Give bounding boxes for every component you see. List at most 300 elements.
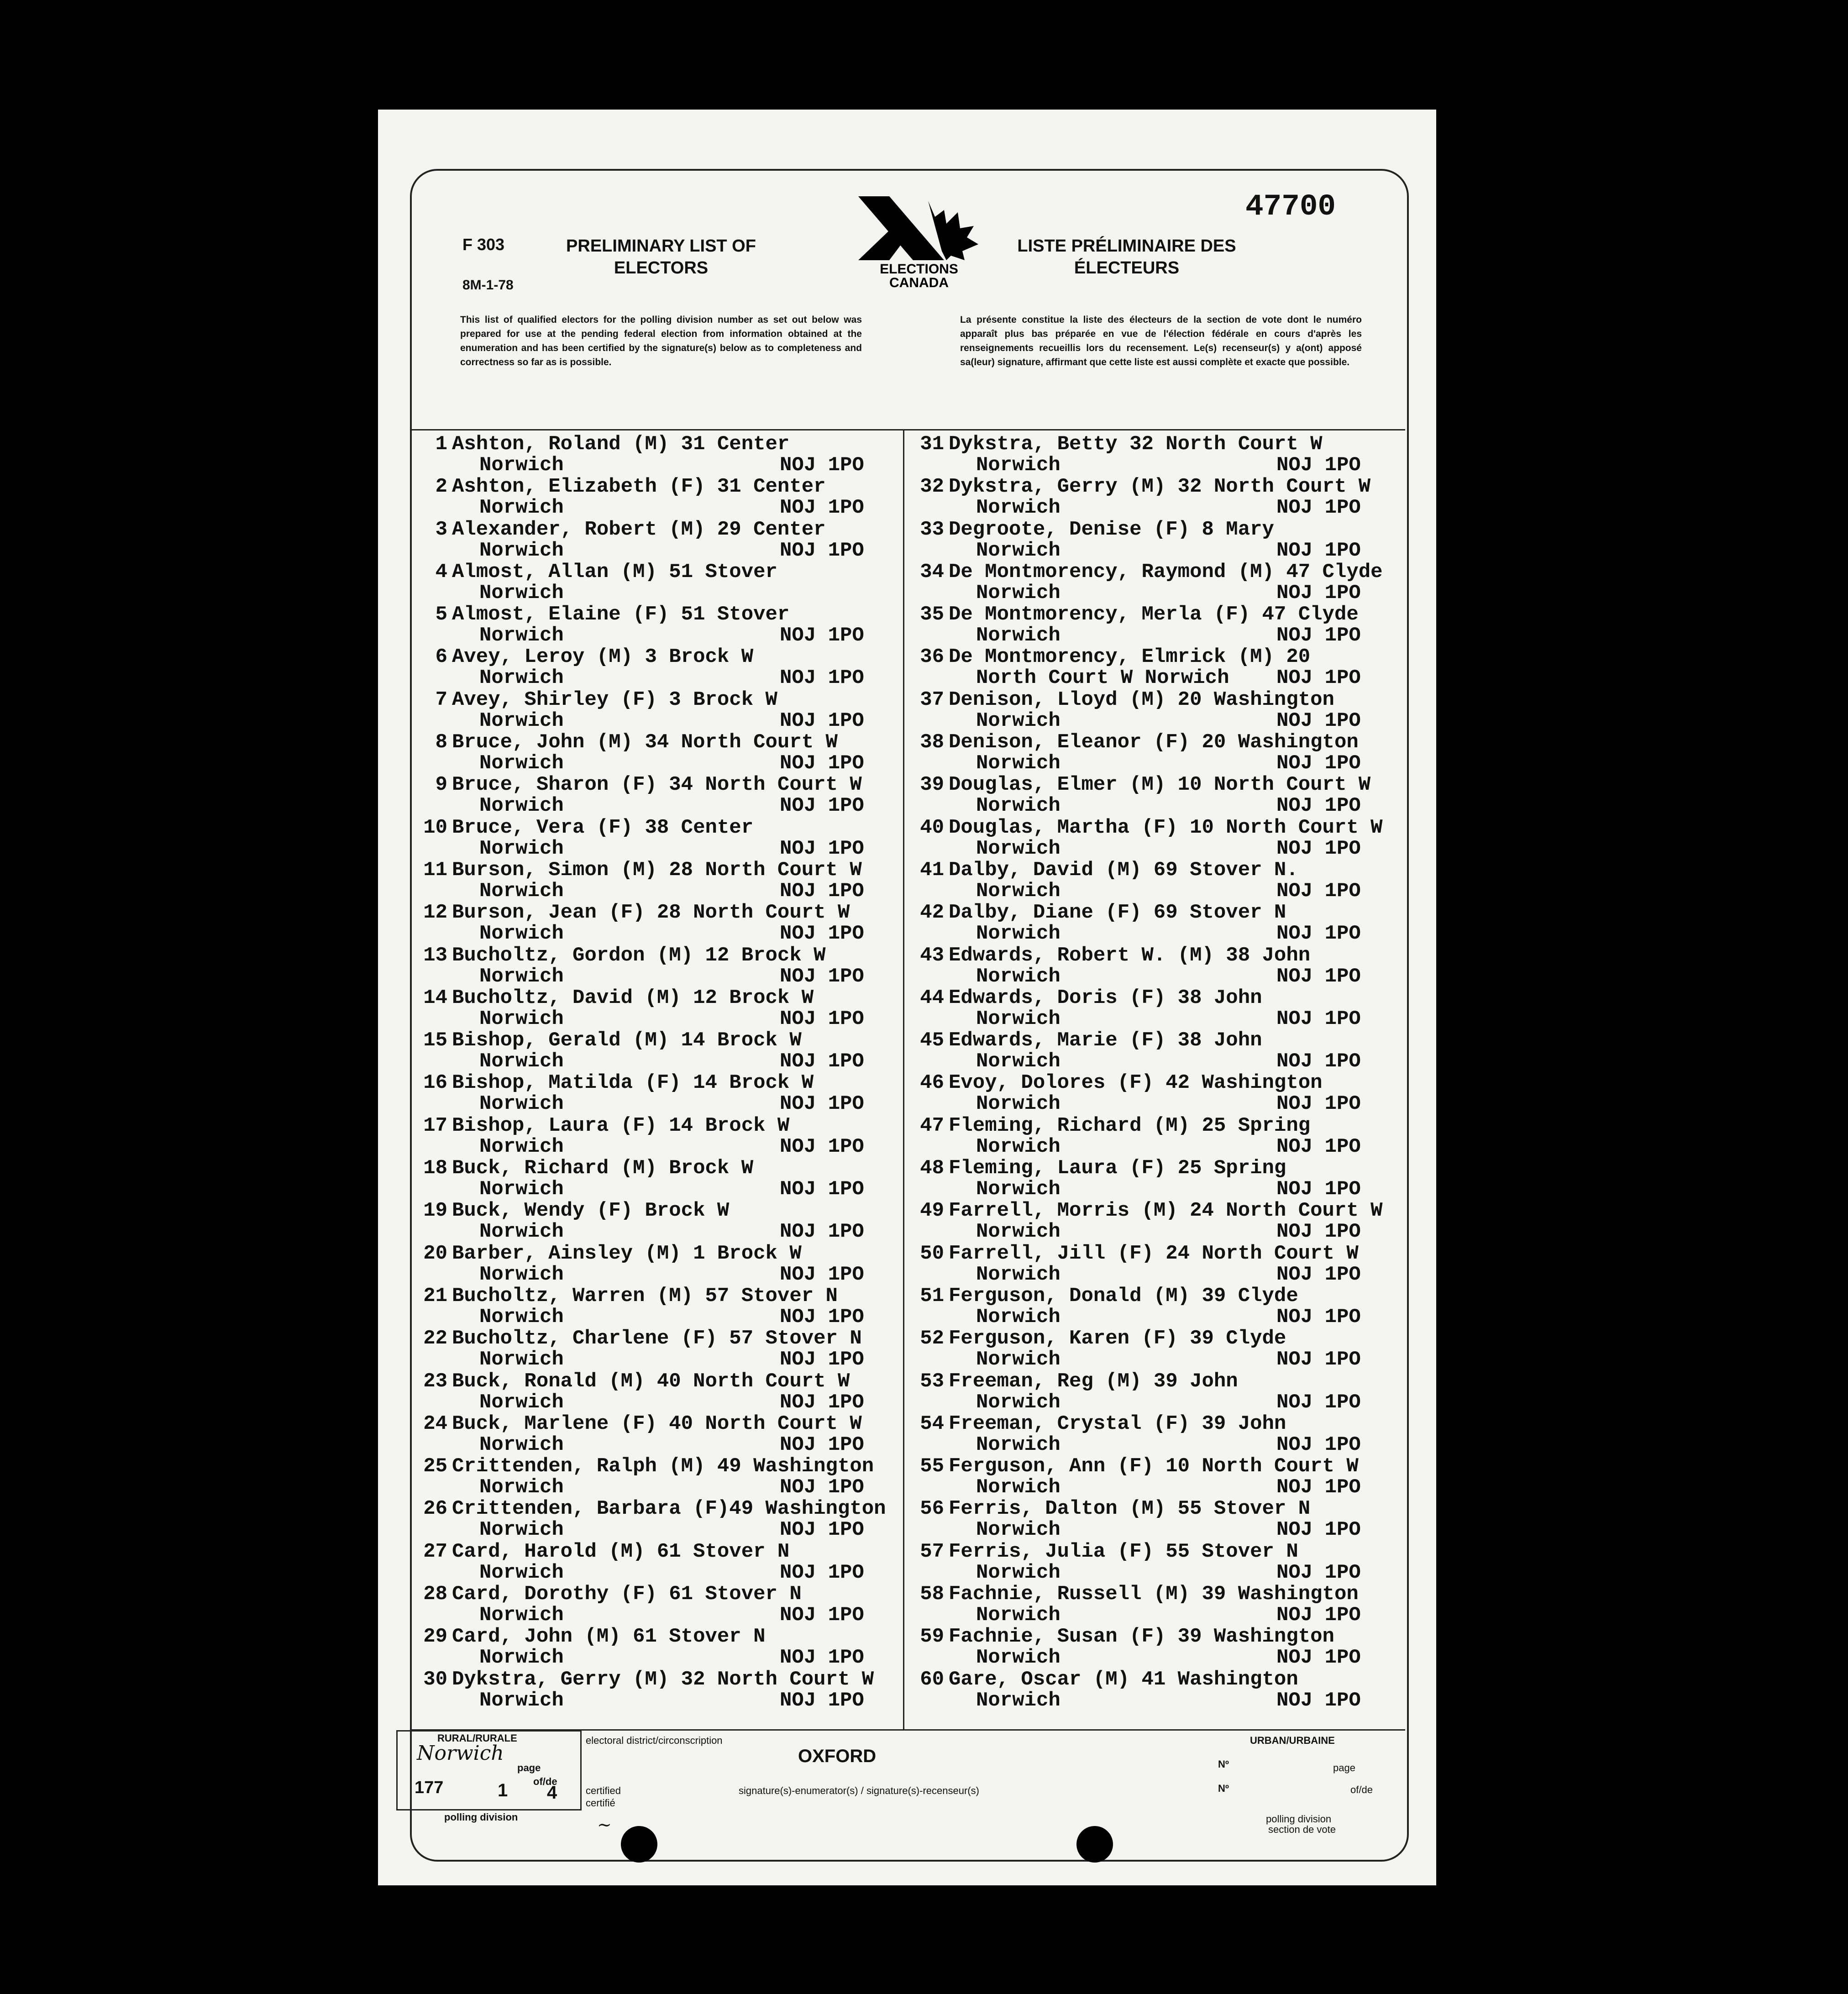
elector-name-address: Almost, Allan (M) 51 Stover	[452, 560, 777, 583]
elector-postal-code: NOJ 1PO	[1276, 1178, 1361, 1201]
elector-entry	[911, 1072, 1404, 1115]
elector-number: 6	[435, 645, 447, 669]
elector-number: 15	[423, 1029, 447, 1052]
elector-name-address: Ferris, Dalton (M) 55 Stover N	[949, 1497, 1311, 1521]
elector-city: Norwich	[479, 1689, 564, 1712]
elector-postal-code: NOJ 1PO	[1276, 709, 1361, 732]
elector-city: Norwich	[976, 1561, 1060, 1584]
elector-entry	[415, 1072, 908, 1115]
elector-entry	[911, 945, 1404, 987]
elector-entry	[415, 1669, 908, 1711]
elector-number: 29	[423, 1625, 447, 1648]
elector-name-address: Ferguson, Karen (F) 39 Clyde	[949, 1327, 1286, 1350]
elector-entry	[911, 1626, 1404, 1669]
elector-name-address: Dykstra, Betty 32 North Court W	[949, 433, 1323, 456]
elector-name-address: Degroote, Denise (F) 8 Mary	[949, 518, 1274, 541]
urban-label: URBAN/URBAINE	[1250, 1735, 1335, 1746]
elector-number: 10	[423, 816, 447, 839]
elector-number: 45	[920, 1029, 944, 1052]
elector-entry	[911, 646, 1404, 689]
elector-city: Norwich	[976, 1348, 1060, 1371]
rural-handwritten-place: Norwich	[417, 1742, 504, 1765]
elector-entry	[911, 1243, 1404, 1286]
elector-postal-code: NOJ 1PO	[780, 709, 864, 732]
elector-name-address: Ferguson, Donald (M) 39 Clyde	[949, 1284, 1298, 1307]
elector-name-address: De Montmorency, Elmrick (M) 20	[949, 645, 1311, 669]
elector-entry	[911, 689, 1404, 732]
elector-city: Norwich	[976, 1689, 1060, 1712]
elector-number: 39	[920, 773, 944, 797]
elector-city: Norwich	[479, 1348, 564, 1371]
elector-city: Norwich	[976, 1604, 1060, 1627]
elector-number: 4	[435, 560, 447, 583]
elector-postal-code: NOJ 1PO	[1276, 1348, 1361, 1371]
elector-number: 43	[920, 944, 944, 967]
elector-number: 30	[423, 1668, 447, 1691]
elector-name-address: Douglas, Martha (F) 10 North Court W	[949, 816, 1383, 839]
elector-entry	[415, 774, 908, 817]
elector-postal-code: NOJ 1PO	[780, 1263, 864, 1286]
certified-label: certified	[586, 1785, 621, 1796]
elector-number: 7	[435, 688, 447, 711]
elector-entry	[911, 1115, 1404, 1158]
elector-name-address: Denison, Eleanor (F) 20 Washington	[949, 731, 1359, 754]
page-number: 1	[498, 1780, 508, 1800]
elector-entry	[415, 1498, 908, 1541]
elector-city: Norwich	[479, 1433, 564, 1456]
elector-name-address: Bucholtz, Gordon (M) 12 Brock W	[452, 944, 826, 967]
title-english: PRELIMINARY LIST OF ELECTORS	[566, 236, 756, 278]
elector-entry	[911, 519, 1404, 561]
elector-city: Norwich	[479, 454, 564, 477]
elector-postal-code: NOJ 1PO	[780, 1689, 864, 1712]
elector-postal-code: NOJ 1PO	[780, 1220, 864, 1244]
elector-postal-code: NOJ 1PO	[780, 1007, 864, 1030]
elector-entry	[911, 476, 1404, 519]
notice-english: This list of qualified electors for the polling division number as set out below was prepared for use at the pending federal election from information obtained at the enumeration and has been certified by the signature(s) below as to completeness and correctness so far as is possible.	[460, 315, 862, 367]
elector-entry	[911, 1669, 1404, 1711]
elector-city: Norwich	[479, 496, 564, 519]
elector-entry	[415, 1456, 908, 1498]
elector-postal-code: NOJ 1PO	[780, 1433, 864, 1456]
elector-city: Norwich	[976, 709, 1060, 732]
elector-entry	[415, 476, 908, 519]
elector-name-address: Buck, Ronald (M) 40 North Court W	[452, 1370, 850, 1393]
elector-city: Norwich	[479, 1092, 564, 1116]
elector-city: Norwich	[976, 1433, 1060, 1456]
elector-name-address: Evoy, Dolores (F) 42 Washington	[949, 1071, 1323, 1095]
elector-number: 21	[423, 1284, 447, 1307]
elector-city: Norwich	[479, 1646, 564, 1669]
elector-city: Norwich	[479, 581, 564, 604]
elector-list-left	[415, 434, 908, 1711]
elector-postal-code: NOJ 1PO	[780, 454, 864, 477]
elector-name-address: Dalby, Diane (F) 69 Stover N	[949, 901, 1286, 924]
elector-city: Norwich	[976, 1050, 1060, 1073]
elector-number: 54	[920, 1412, 944, 1435]
elector-name-address: Edwards, Marie (F) 38 John	[949, 1029, 1262, 1052]
electoral-district-label: electoral district/circonscription	[586, 1735, 723, 1746]
elector-postal-code: NOJ 1PO	[780, 879, 864, 903]
elector-postal-code: NOJ 1PO	[780, 794, 864, 818]
elector-postal-code: NOJ 1PO	[1276, 837, 1361, 860]
elector-entry	[415, 1200, 908, 1243]
elector-number: 31	[920, 433, 944, 456]
elector-postal-code: NOJ 1PO	[780, 752, 864, 775]
elector-entry	[415, 1626, 908, 1669]
logo-wordmark: ELECTIONS CANADA	[880, 262, 958, 290]
elector-postal-code: NOJ 1PO	[1276, 1220, 1361, 1244]
of-label-left: of/de	[533, 1776, 557, 1787]
elector-name-address: Denison, Lloyd (M) 20 Washington	[949, 688, 1334, 711]
title-french: LISTE PRÉLIMINAIRE DES ÉLECTEURS	[1017, 236, 1236, 278]
elector-number: 37	[920, 688, 944, 711]
form-number: F 303	[462, 235, 505, 254]
enumerator-signature: ~	[597, 1815, 612, 1835]
elector-postal-code: NOJ 1PO	[780, 922, 864, 945]
elector-entry	[415, 519, 908, 561]
elector-city: North Court W Norwich	[976, 666, 1229, 690]
elector-name-address: Avey, Shirley (F) 3 Brock W	[452, 688, 777, 711]
elector-postal-code: NOJ 1PO	[1276, 1433, 1361, 1456]
elector-city: Norwich	[976, 1178, 1060, 1201]
elector-entry	[415, 689, 908, 732]
elector-name-address: Bishop, Laura (F) 14 Brock W	[452, 1114, 790, 1137]
elector-number: 49	[920, 1199, 944, 1223]
elector-city: Norwich	[976, 1646, 1060, 1669]
elector-city: Norwich	[976, 1220, 1060, 1244]
elector-list-right	[911, 434, 1404, 1711]
elector-name-address: Farrell, Jill (F) 24 North Court W	[949, 1242, 1359, 1265]
elector-postal-code: NOJ 1PO	[780, 1050, 864, 1073]
elector-number: 22	[423, 1327, 447, 1350]
elector-name-address: Bishop, Gerald (M) 14 Brock W	[452, 1029, 802, 1052]
elector-name-address: De Montmorency, Merla (F) 47 Clyde	[949, 603, 1359, 626]
elector-city: Norwich	[976, 1518, 1060, 1542]
elector-name-address: Farrell, Morris (M) 24 North Court W	[949, 1199, 1383, 1223]
elector-postal-code: NOJ 1PO	[1276, 1561, 1361, 1584]
elector-number: 26	[423, 1497, 447, 1521]
polling-division-number: 177	[415, 1778, 444, 1797]
elector-number: 2	[435, 475, 447, 498]
elector-entry	[911, 1371, 1404, 1413]
page-label-left: page	[517, 1762, 541, 1774]
elector-number: 17	[423, 1114, 447, 1137]
elector-entry	[415, 1115, 908, 1158]
elector-postal-code: NOJ 1PO	[780, 837, 864, 860]
elector-city: Norwich	[479, 1561, 564, 1584]
elector-number: 53	[920, 1370, 944, 1393]
elector-name-address: Bishop, Matilda (F) 14 Brock W	[452, 1071, 814, 1095]
elector-number: 11	[423, 858, 447, 882]
elector-city: Norwich	[479, 1518, 564, 1542]
elector-city: Norwich	[976, 1476, 1060, 1499]
elector-postal-code: NOJ 1PO	[780, 1092, 864, 1116]
elector-number: 47	[920, 1114, 944, 1137]
elector-city: Norwich	[479, 794, 564, 818]
elector-name-address: Bucholtz, David (M) 12 Brock W	[452, 986, 814, 1009]
elector-entry	[911, 860, 1404, 902]
elector-name-address: Dykstra, Gerry (M) 32 North Court W	[949, 475, 1371, 498]
elector-entry	[415, 1413, 908, 1456]
elector-entry	[415, 604, 908, 646]
elector-entry	[911, 1584, 1404, 1626]
elector-name-address: Edwards, Doris (F) 38 John	[949, 986, 1262, 1009]
elector-number: 32	[920, 475, 944, 498]
elector-city: Norwich	[479, 1135, 564, 1158]
elector-number: 55	[920, 1455, 944, 1478]
list-top-rule	[412, 429, 1405, 430]
elector-postal-code: NOJ 1PO	[1276, 1092, 1361, 1116]
elector-entry	[911, 1541, 1404, 1584]
electoral-district-value: OXFORD	[798, 1746, 877, 1766]
elector-entry	[911, 561, 1404, 604]
elector-postal-code: NOJ 1PO	[1276, 1007, 1361, 1030]
elector-postal-code: NOJ 1PO	[780, 624, 864, 647]
elector-city: Norwich	[479, 1178, 564, 1201]
elector-postal-code: NOJ 1PO	[1276, 1518, 1361, 1542]
elector-postal-code: NOJ 1PO	[780, 666, 864, 690]
elector-number: 36	[920, 645, 944, 669]
urban-page-label: page	[1333, 1762, 1355, 1774]
rural-label: RURAL/RURALE	[437, 1732, 517, 1744]
elector-postal-code: NOJ 1PO	[780, 1476, 864, 1499]
elector-entry	[415, 1584, 908, 1626]
elector-postal-code: NOJ 1PO	[1276, 922, 1361, 945]
elector-number: 38	[920, 731, 944, 754]
elector-city: Norwich	[976, 454, 1060, 477]
elector-postal-code: NOJ 1PO	[1276, 1263, 1361, 1286]
elector-number: 18	[423, 1157, 447, 1180]
elector-entry	[415, 860, 908, 902]
elector-name-address: Edwards, Robert W. (M) 38 John	[949, 944, 1311, 967]
elector-name-address: Buck, Richard (M) Brock W	[452, 1157, 754, 1180]
page-total: 4	[547, 1783, 557, 1803]
elector-postal-code: NOJ 1PO	[780, 1518, 864, 1542]
elector-entry	[911, 434, 1404, 476]
elector-name-address: Bruce, John (M) 34 North Court W	[452, 731, 838, 754]
certifie-label: certifié	[586, 1797, 615, 1809]
elector-number: 42	[920, 901, 944, 924]
elector-city: Norwich	[976, 1007, 1060, 1030]
elector-postal-code: NOJ 1PO	[1276, 539, 1361, 562]
elector-name-address: Bucholtz, Charlene (F) 57 Stover N	[452, 1327, 862, 1350]
elector-city: Norwich	[976, 624, 1060, 647]
elector-name-address: Card, Dorothy (F) 61 Stover N	[452, 1583, 802, 1606]
elector-name-address: Burson, Simon (M) 28 North Court W	[452, 858, 862, 882]
elector-city: Norwich	[479, 1220, 564, 1244]
elector-number: 3	[435, 518, 447, 541]
elector-entry	[415, 1243, 908, 1286]
elector-name-address: Burson, Jean (F) 28 North Court W	[452, 901, 850, 924]
elector-entry	[911, 604, 1404, 646]
elector-name-address: Ashton, Roland (M) 31 Center	[452, 433, 790, 456]
elector-entry	[415, 1371, 908, 1413]
elector-number: 41	[920, 858, 944, 882]
elector-name-address: Card, Harold (M) 61 Stover N	[452, 1540, 790, 1563]
elector-postal-code: NOJ 1PO	[780, 1604, 864, 1627]
elector-city: Norwich	[479, 965, 564, 988]
elector-entry	[415, 646, 908, 689]
elector-entry	[911, 1328, 1404, 1370]
notice-french: La présente constitue la liste des électeurs de la section de vote dont le numéro apparaît plus bas préparée en vue de l'élection fédérale en cours d'après les renseignements recueillis lors du recensement. Le(s) recenseur(s) y a(ont) apposé sa(leur) signature, affirmant que cette liste est aussi complète et exacte que possible.	[960, 315, 1362, 367]
elector-number: 58	[920, 1583, 944, 1606]
elector-name-address: Alexander, Robert (M) 29 Center	[452, 518, 826, 541]
elector-entry	[911, 774, 1404, 817]
elector-number: 44	[920, 986, 944, 1009]
elector-name-address: Douglas, Elmer (M) 10 North Court W	[949, 773, 1371, 797]
elector-postal-code: NOJ 1PO	[1276, 752, 1361, 775]
elector-number: 8	[435, 731, 447, 754]
elector-name-address: Dalby, David (M) 69 Stover N.	[949, 858, 1298, 882]
elector-entry	[415, 561, 908, 604]
elector-postal-code: NOJ 1PO	[1276, 666, 1361, 690]
elector-name-address: Ferguson, Ann (F) 10 North Court W	[949, 1455, 1359, 1478]
elector-name-address: Card, John (M) 61 Stover N	[452, 1625, 766, 1648]
elector-name-address: Freeman, Crystal (F) 39 John	[949, 1412, 1286, 1435]
elector-city: Norwich	[479, 837, 564, 860]
urban-no-label-2: Nº	[1218, 1783, 1229, 1794]
elector-postal-code: NOJ 1PO	[780, 1348, 864, 1371]
elector-number: 59	[920, 1625, 944, 1648]
elector-city: Norwich	[976, 965, 1060, 988]
elector-entry	[415, 1286, 908, 1328]
punch-hole-left	[621, 1826, 657, 1863]
elector-number: 35	[920, 603, 944, 626]
elector-name-address: Fachnie, Russell (M) 39 Washington	[949, 1583, 1359, 1606]
elector-number: 16	[423, 1071, 447, 1095]
elector-city: Norwich	[479, 1604, 564, 1627]
elector-number: 52	[920, 1327, 944, 1350]
elector-number: 33	[920, 518, 944, 541]
elector-number: 60	[920, 1668, 944, 1691]
elector-entry	[415, 1030, 908, 1072]
elector-postal-code: NOJ 1PO	[1276, 1689, 1361, 1712]
elector-number: 50	[920, 1242, 944, 1265]
elector-city: Norwich	[479, 1476, 564, 1499]
elector-entry	[911, 817, 1404, 860]
elector-name-address: Almost, Elaine (F) 51 Stover	[452, 603, 790, 626]
elector-city: Norwich	[976, 1391, 1060, 1414]
form-sheet	[378, 110, 1436, 1885]
elector-number: 1	[435, 433, 447, 456]
elector-postal-code: NOJ 1PO	[1276, 879, 1361, 903]
urban-no-label: Nº	[1218, 1758, 1229, 1770]
elector-postal-code: NOJ 1PO	[780, 539, 864, 562]
elector-number: 24	[423, 1412, 447, 1435]
elector-city: Norwich	[479, 1007, 564, 1030]
elector-postal-code: NOJ 1PO	[780, 1561, 864, 1584]
elector-number: 56	[920, 1497, 944, 1521]
elector-number: 14	[423, 986, 447, 1009]
elector-entry	[415, 902, 908, 945]
elector-number: 57	[920, 1540, 944, 1563]
elector-name-address: Freeman, Reg (M) 39 John	[949, 1370, 1238, 1393]
elector-number: 25	[423, 1455, 447, 1478]
elector-name-address: Ferris, Julia (F) 55 Stover N	[949, 1540, 1298, 1563]
elector-number: 40	[920, 816, 944, 839]
elector-city: Norwich	[479, 1050, 564, 1073]
elector-city: Norwich	[976, 752, 1060, 775]
elector-postal-code: NOJ 1PO	[780, 965, 864, 988]
urban-of-label: of/de	[1350, 1784, 1373, 1795]
elector-name-address: Buck, Wendy (F) Brock W	[452, 1199, 730, 1223]
elector-number: 13	[423, 944, 447, 967]
elector-number: 9	[435, 773, 447, 797]
elector-city: Norwich	[976, 1263, 1060, 1286]
elector-entry	[911, 1030, 1404, 1072]
elector-city: Norwich	[976, 496, 1060, 519]
elector-city: Norwich	[976, 922, 1060, 945]
elector-city: Norwich	[479, 752, 564, 775]
polling-division-label-right: polling division	[1266, 1813, 1332, 1825]
elector-postal-code: NOJ 1PO	[1276, 1135, 1361, 1158]
elector-postal-code: NOJ 1PO	[780, 1178, 864, 1201]
elector-postal-code: NOJ 1PO	[1276, 1050, 1361, 1073]
elector-entry	[415, 1541, 908, 1584]
elector-city: Norwich	[479, 539, 564, 562]
elector-number: 23	[423, 1370, 447, 1393]
elector-name-address: De Montmorency, Raymond (M) 47 Clyde	[949, 560, 1383, 583]
elector-entry	[911, 1200, 1404, 1243]
elector-entry	[415, 732, 908, 774]
elector-name-address: Bruce, Sharon (F) 34 North Court W	[452, 773, 862, 797]
polling-division-label-left: polling division	[444, 1811, 518, 1823]
elector-entry	[415, 1328, 908, 1370]
elector-postal-code: NOJ 1PO	[1276, 624, 1361, 647]
elector-entry	[911, 1413, 1404, 1456]
elector-postal-code: NOJ 1PO	[1276, 1604, 1361, 1627]
elector-postal-code: NOJ 1PO	[780, 1305, 864, 1328]
elector-entry	[415, 945, 908, 987]
elector-city: Norwich	[976, 794, 1060, 818]
elector-name-address: Buck, Marlene (F) 40 North Court W	[452, 1412, 862, 1435]
elector-number: 34	[920, 560, 944, 583]
elector-city: Norwich	[976, 1092, 1060, 1116]
elector-name-address: Fachnie, Susan (F) 39 Washington	[949, 1625, 1334, 1648]
elector-name-address: Avey, Leroy (M) 3 Brock W	[452, 645, 754, 669]
elector-city: Norwich	[479, 709, 564, 732]
elector-city: Norwich	[479, 1263, 564, 1286]
elector-postal-code: NOJ 1PO	[1276, 1646, 1361, 1669]
elector-entry	[415, 987, 908, 1030]
elector-postal-code: NOJ 1PO	[780, 1135, 864, 1158]
elector-city: Norwich	[479, 666, 564, 690]
section-de-vote-label: section de vote	[1268, 1824, 1336, 1835]
punch-hole-right	[1076, 1826, 1113, 1863]
elector-entry	[911, 1286, 1404, 1328]
elector-postal-code: NOJ 1PO	[1276, 794, 1361, 818]
elector-postal-code: NOJ 1PO	[780, 1391, 864, 1414]
signature-label: signature(s)-enumerator(s) / signature(s)-recenseur(s)	[739, 1785, 979, 1796]
elector-name-address: Crittenden, Barbara (F)49 Washington	[452, 1497, 886, 1521]
elector-postal-code: NOJ 1PO	[1276, 965, 1361, 988]
elector-number: 28	[423, 1583, 447, 1606]
elector-city: Norwich	[976, 879, 1060, 903]
elector-postal-code: NOJ 1PO	[780, 1646, 864, 1669]
elector-entry	[911, 1498, 1404, 1541]
elector-name-address: Gare, Oscar (M) 41 Washington	[949, 1668, 1298, 1691]
elector-city: Norwich	[479, 879, 564, 903]
elector-number: 12	[423, 901, 447, 924]
elector-entry	[911, 902, 1404, 945]
elector-entry	[911, 1158, 1404, 1200]
elector-city: Norwich	[479, 922, 564, 945]
elector-postal-code: NOJ 1PO	[1276, 1476, 1361, 1499]
elector-name-address: Bruce, Vera (F) 38 Center	[452, 816, 754, 839]
elector-number: 48	[920, 1157, 944, 1180]
elector-entry	[415, 1158, 908, 1200]
